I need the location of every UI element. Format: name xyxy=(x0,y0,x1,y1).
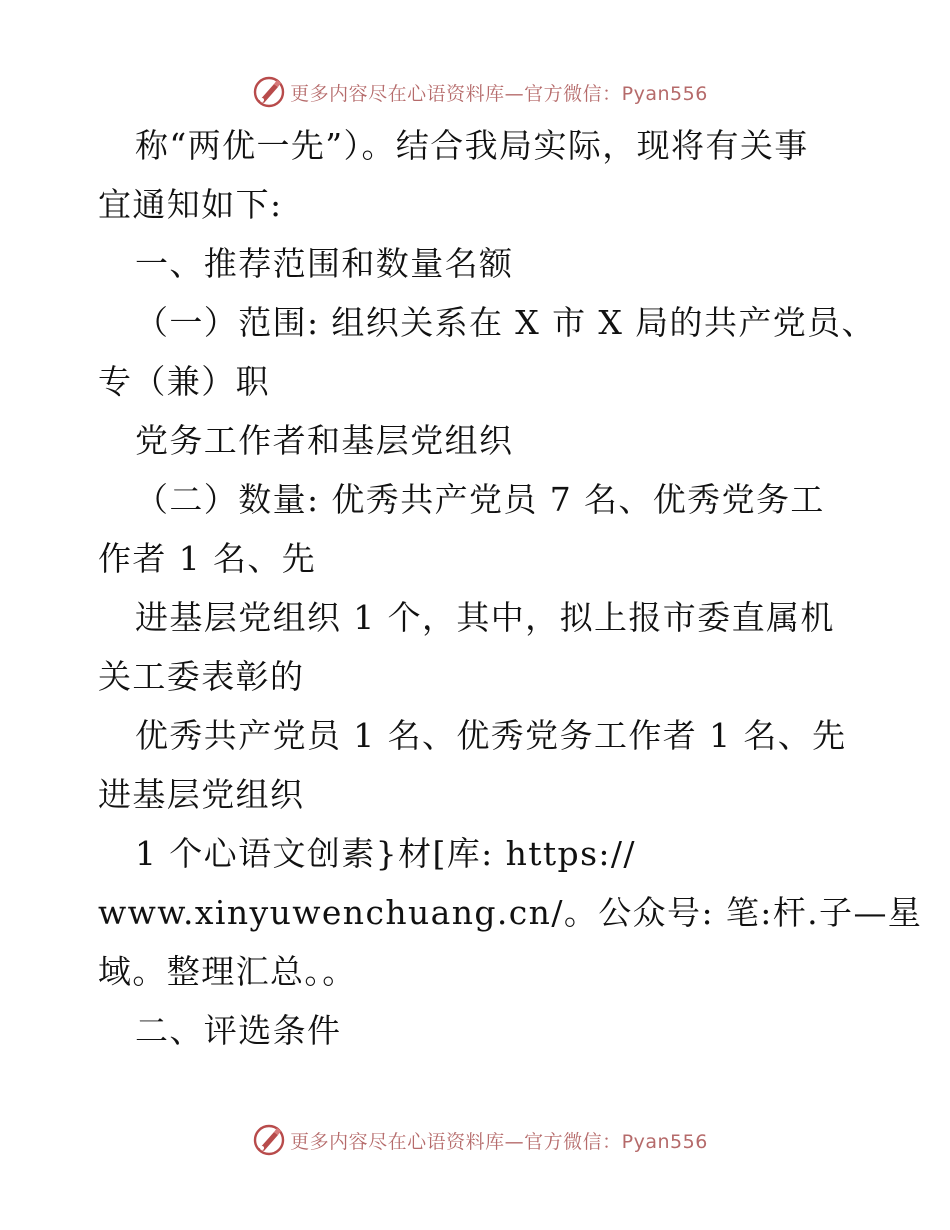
body-text-line: 作者 1 名、先 xyxy=(98,539,317,578)
footer-banner-text: 更多内容尽在心语资料库—官方微信：Pyan556 xyxy=(290,1130,708,1153)
pen-logo-icon xyxy=(252,1123,286,1157)
header-banner xyxy=(0,72,950,112)
pen-logo-icon xyxy=(252,75,286,109)
body-text-line: 1 个心语文创素}材[库: https:// xyxy=(135,834,636,873)
body-text-line: 一、推荐范围和数量名额 xyxy=(135,244,514,283)
body-text-line: 优秀共产党员 1 名、优秀党务工作者 1 名、先 xyxy=(135,716,847,755)
header-banner-inner xyxy=(252,75,708,109)
body-text-line: 进基层党组织 1 个，其中，拟上报市委直属机 xyxy=(135,598,835,637)
body-text-line: 进基层党组织 xyxy=(98,775,305,814)
header-banner-text: 更多内容尽在心语资料库—官方微信：Pyan556 xyxy=(290,82,708,105)
footer-banner xyxy=(0,1120,950,1160)
body-text-line: 二、评选条件 xyxy=(135,1011,342,1050)
footer-banner-inner xyxy=(252,1123,708,1157)
body-text-line: （二）数量: 优秀共产党员 7 名、优秀党务工 xyxy=(135,480,825,519)
document-body xyxy=(98,116,923,1060)
body-text-line: 专（兼）职 xyxy=(98,362,270,401)
body-text-line: 党务工作者和基层党组织 xyxy=(135,421,514,460)
body-text-line: 关工委表彰的 xyxy=(98,657,305,696)
body-text-line: 域。整理汇总。。 xyxy=(98,952,357,991)
body-text-line: 宜通知如下: xyxy=(98,185,283,224)
body-text-line: （一）范围: 组织关系在 X 市 X 局的共产党员、 xyxy=(135,303,876,342)
body-text-line: 称“两优一先”）。结合我局实际，现将有关事 xyxy=(135,126,809,165)
body-text-line: www.xinyuwenchuang.cn/。公众号: 笔:杆.子—星 xyxy=(98,893,923,932)
